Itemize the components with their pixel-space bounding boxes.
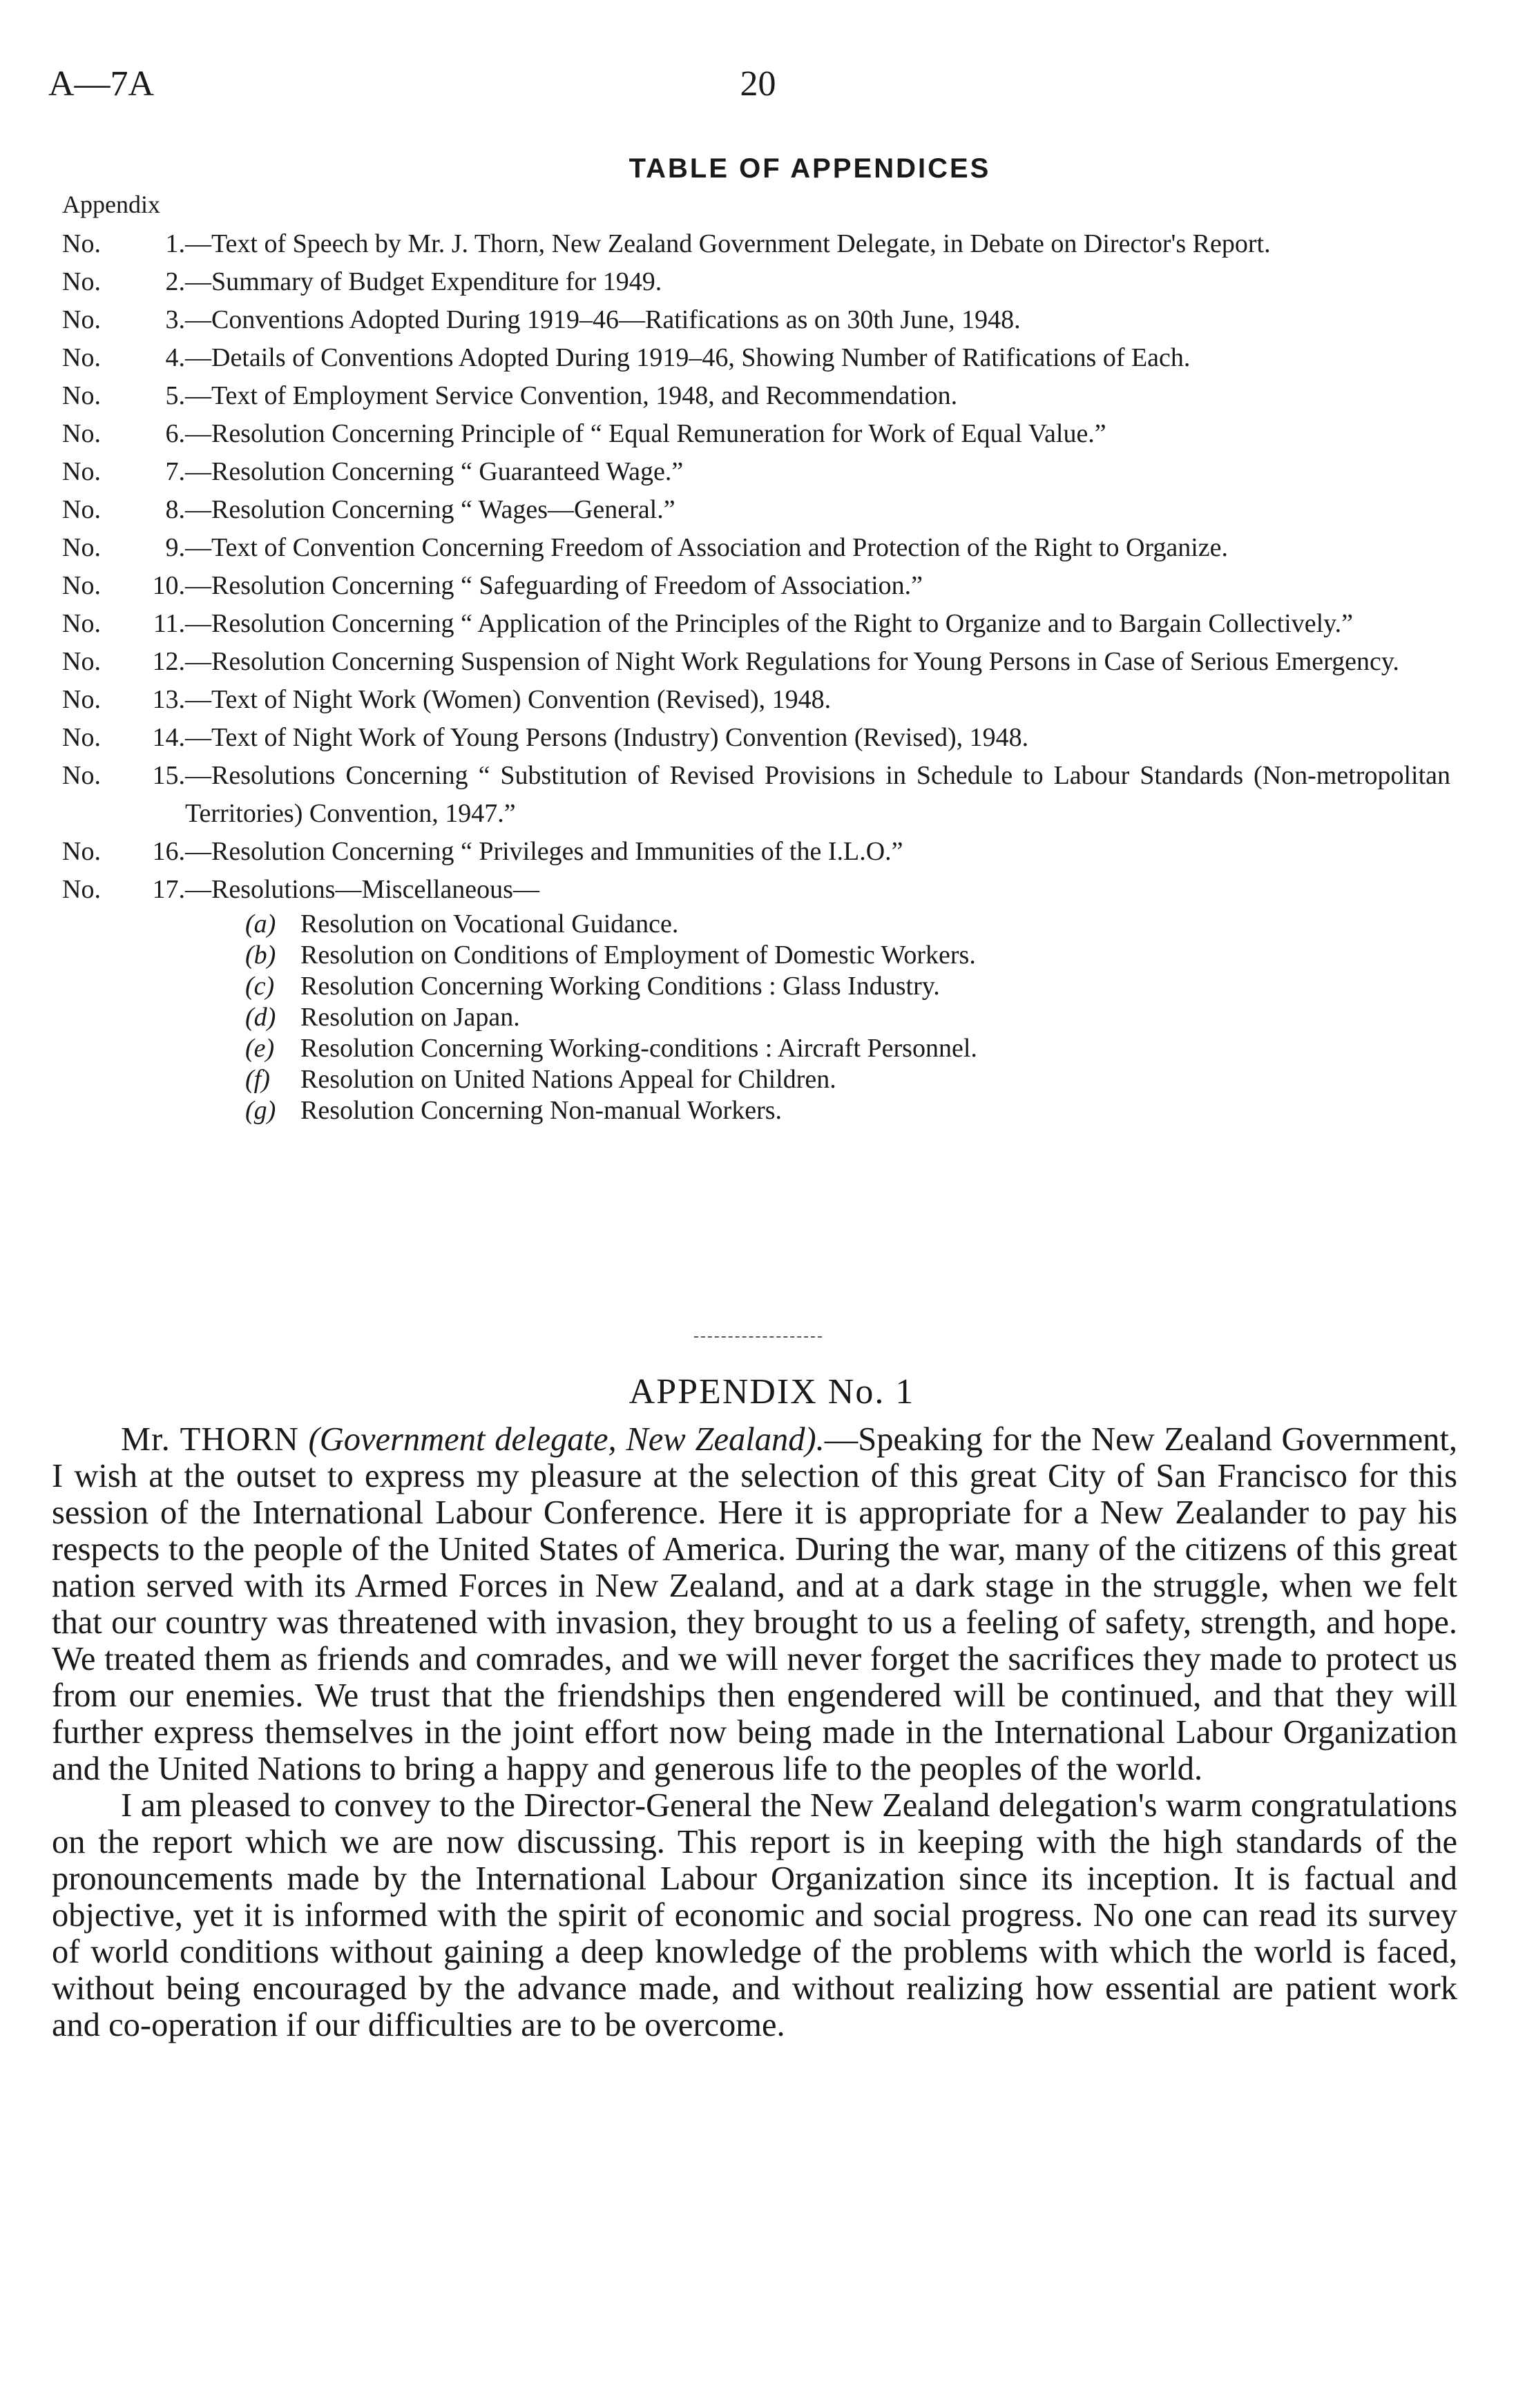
toc-item (62, 681, 1450, 719)
toc-item-text: —Resolutions Concerning “ Substitution of Revised Provisions in Schedule to Labour Standards (Non-metropolitan Territories) Convention, 1947.” (185, 761, 1450, 828)
toc-item-number: 8. (165, 495, 185, 524)
toc-item-prefix: No. (62, 647, 101, 676)
toc-item-prefix: No. (62, 267, 101, 296)
sub-item-letter: (a) (245, 909, 276, 938)
toc-item-number: 3. (165, 305, 185, 334)
toc-item-number: 15. (152, 761, 185, 790)
toc-item (62, 719, 1450, 757)
toc-item-prefix: No. (62, 229, 101, 258)
sub-item-text: Resolution Concerning Working Conditions : Glass Industry. (300, 972, 940, 1001)
toc-item (62, 301, 1450, 339)
toc-item-text: —Resolution Concerning Suspension of Night Work Regulations for Young Persons in Case of Serious Emergency. (185, 647, 1399, 676)
toc-title: TABLE OF APPENDICES (629, 153, 991, 184)
toc-item-text: —Text of Speech by Mr. J. Thorn, New Zealand Government Delegate, in Debate on Director's Report. (185, 229, 1271, 258)
sub-item (245, 1095, 1450, 1126)
appendix-heading: APPENDIX No. 1 (629, 1372, 915, 1412)
toc-item-text: —Summary of Budget Expenditure for 1949. (185, 267, 662, 296)
toc-item (62, 605, 1450, 643)
toc-item-prefix: No. (62, 837, 101, 866)
paragraph-1-text: —Speaking for the New Zealand Government, I wish at the outset to express my pleasure at the selection of this great City of San Francisco for this session of the International Labour Conference. Here it is appropriate for a New Zealander to pay his respects to the people of the United States of America. During the war, many of the citizens of this great nation served with its Armed Forces in New Zealand, and at a dark stage in the struggle, when we felt that our country was threatened with invasion, they brought to us a feeling of safety, strength, and hope. We treated them as friends and comrades, and we will never forget the sacrifices they made to protect us from our enemies. We trust that the friendships then engendered will be continued, and that they will further express themselves in the joint effort now being made in the International Labour Organization and the United Nations to bring a happy and generous life to the peoples of the world. (52, 1421, 1457, 1787)
toc-item-prefix: No. (62, 419, 101, 448)
toc-item-prefix: No. (62, 571, 101, 600)
section-divider (694, 1336, 822, 1338)
sub-item-text: Resolution on Conditions of Employment of Domestic Workers. (300, 941, 976, 970)
toc-item-text: —Resolution Concerning “ Guaranteed Wage.” (185, 457, 684, 486)
toc-item-prefix: No. (62, 457, 101, 486)
toc-item-prefix: No. (62, 381, 101, 410)
toc-item-prefix: No. (62, 723, 101, 752)
toc-item (62, 567, 1450, 605)
toc-item-number: 12. (152, 647, 185, 676)
toc-item-text: —Resolutions—Miscellaneous— (185, 875, 539, 904)
toc-item-number: 9. (165, 533, 185, 562)
toc-item-number: 10. (152, 571, 185, 600)
toc-item-number: 7. (165, 457, 185, 486)
sub-item-letter: (f) (245, 1065, 270, 1094)
toc-item-prefix: No. (62, 761, 101, 790)
page-number: 20 (740, 64, 776, 104)
toc-item-text: —Text of Convention Concerning Freedom of Association and Protection of the Right to Organize. (185, 533, 1229, 562)
toc-item-text: —Text of Night Work of Young Persons (Industry) Convention (Revised), 1948. (185, 723, 1029, 752)
toc-item (62, 339, 1450, 377)
toc-item (62, 833, 1450, 871)
sub-item-letter: (c) (245, 972, 275, 1001)
toc-item-prefix: No. (62, 495, 101, 524)
sub-item (245, 909, 1450, 940)
toc-item-prefix: No. (62, 875, 101, 904)
toc-item (62, 871, 1450, 909)
toc-item-number: 2. (165, 267, 185, 296)
toc-item-prefix: No. (62, 343, 101, 372)
sub-item-letter: (e) (245, 1034, 275, 1063)
toc-item (62, 643, 1450, 681)
sub-item-letter: (g) (245, 1096, 276, 1125)
toc-item-number: 16. (152, 837, 185, 866)
toc-item-number: 4. (165, 343, 185, 372)
toc-item (62, 757, 1450, 833)
appendix-column-label: Appendix (62, 191, 160, 218)
toc-item-text: —Resolution Concerning “ Wages—General.” (185, 495, 675, 524)
toc-item-number: 11. (153, 609, 185, 638)
sub-item-text: Resolution on Japan. (300, 1003, 520, 1032)
paragraph-2: I am pleased to convey to the Director-General the New Zealand delegation's warm congratulations on the report which we are now discussing. This report is in keeping with the high standards of the pronouncements made by the International Labour Organization since its inception. It is factual and objective, yet it is informed with the spirit of economic and social progress. No one can read its survey of world conditions without gaining a deep knowledge of the problems with which the world is faced, without being encouraged by the advance made, and without realizing how essential are patient work and co-operation if our difficulties are to be overcome. (52, 1787, 1457, 2043)
toc-item-number: 1. (165, 229, 185, 258)
toc-item (62, 415, 1450, 453)
toc-item-prefix: No. (62, 609, 101, 638)
toc-item (62, 491, 1450, 529)
running-head: A—7A (48, 64, 155, 104)
toc-item-text: —Details of Conventions Adopted During 1919–46, Showing Number of Ratifications of Each. (185, 343, 1191, 372)
toc-item-text: —Resolution Concerning “ Application of the Principles of the Right to Organize and to Bargain Collectively.” (185, 609, 1354, 638)
toc-item (62, 529, 1450, 567)
toc-item (62, 263, 1450, 301)
toc-item-text: —Conventions Adopted During 1919–46—Ratifications as on 30th June, 1948. (185, 305, 1021, 334)
toc-item-prefix: No. (62, 533, 101, 562)
sub-item (245, 1033, 1450, 1064)
toc-item-prefix: No. (62, 685, 101, 714)
paragraph-1 (52, 1421, 1457, 1787)
table-of-appendices (62, 225, 1450, 1126)
sub-item-text: Resolution on Vocational Guidance. (300, 909, 679, 938)
toc-item-number: 14. (152, 723, 185, 752)
toc-item-text: —Text of Night Work (Women) Convention (Revised), 1948. (185, 685, 832, 714)
toc-item (62, 377, 1450, 415)
toc-item-text: —Resolution Concerning “ Privileges and Immunities of the I.L.O.” (185, 837, 903, 866)
sub-item-letter: (d) (245, 1003, 276, 1032)
toc-item (62, 225, 1450, 263)
miscellaneous-resolutions-list (245, 909, 1450, 1126)
appendix-body (52, 1421, 1457, 2043)
toc-item-number: 6. (165, 419, 185, 448)
sub-item (245, 940, 1450, 971)
speaker-name: Mr. THORN (121, 1421, 299, 1458)
toc-item-number: 5. (165, 381, 185, 410)
toc-item-text: —Text of Employment Service Convention, 1948, and Recommendation. (185, 381, 958, 410)
sub-item (245, 971, 1450, 1002)
sub-item-text: Resolution on United Nations Appeal for Children. (300, 1065, 836, 1094)
toc-item-number: 13. (152, 685, 185, 714)
sub-item (245, 1002, 1450, 1033)
toc-item-prefix: No. (62, 305, 101, 334)
sub-item (245, 1064, 1450, 1095)
sub-item-text: Resolution Concerning Working-conditions : Aircraft Personnel. (300, 1034, 977, 1063)
speaker-role: (Government delegate, New Zealand). (308, 1421, 825, 1458)
sub-item-letter: (b) (245, 941, 276, 970)
sub-item-text: Resolution Concerning Non-manual Workers. (300, 1096, 783, 1125)
toc-item-number: 17. (152, 875, 185, 904)
toc-item (62, 453, 1450, 491)
toc-item-text: —Resolution Concerning Principle of “ Equal Remuneration for Work of Equal Value.” (185, 419, 1106, 448)
toc-item-text: —Resolution Concerning “ Safeguarding of Freedom of Association.” (185, 571, 923, 600)
